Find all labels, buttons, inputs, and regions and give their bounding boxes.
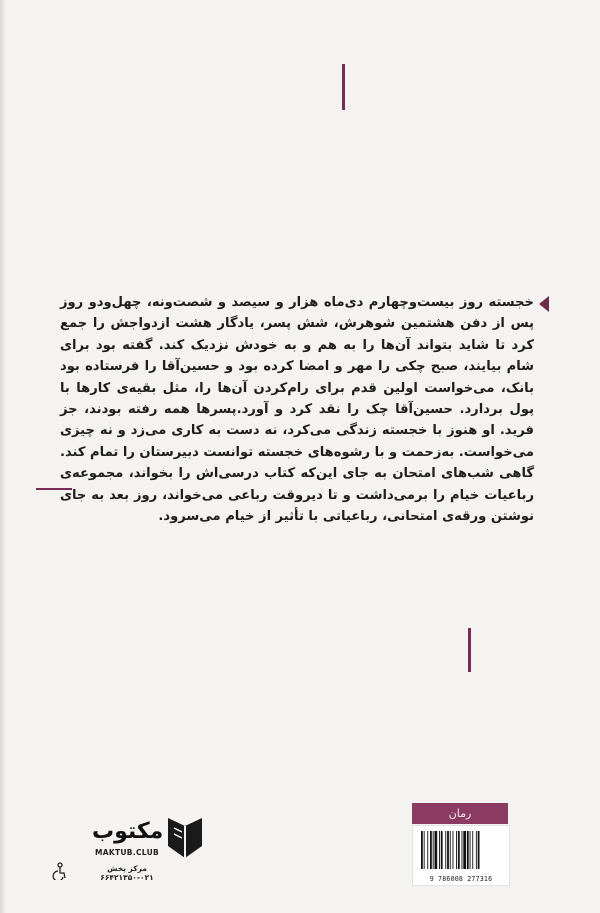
book-logo-icon xyxy=(166,816,204,860)
barcode-digits: 9 786008 277316 xyxy=(429,875,493,883)
accessibility-icon xyxy=(52,862,68,880)
top-accent-line xyxy=(342,64,345,110)
publisher-site: MAKTUB.CLUB xyxy=(95,848,159,857)
publisher-name: مکتوب xyxy=(92,819,164,844)
barcode xyxy=(412,825,510,886)
page-edge xyxy=(0,0,6,913)
barcode-bars xyxy=(419,831,503,871)
genre-badge: رمان xyxy=(412,803,508,824)
bottom-accent-line xyxy=(468,628,471,672)
blurb-marker-icon xyxy=(539,296,549,312)
back-cover-blurb: خجسته روز بیست‌وچهارم دی‌ماه هزار و سیصد و شصت‌ونه، چهل‌ودو روز پس از دفن هشتمین شوهرش، شش پسر، یادگار هشت ازدواجش را جمع کرد تا شاید بتواند آن‌ها را به هم و به خودش نزدیک کند. گفته بود برای شام بیایند، صبح چکی را مهر و امضا کرده بود و حسین‌آقا را فرستاده بود بانک، می‌خواست اولین قدم برای رام‌کردن آن‌ها را، مثل بقیه‌ی کارها با پول بردارد. حسین‌آقا چک را نقد کرد و آورد.پسرها همه رفته بودند، جز فرید. او هنوز با خجسته زندگی می‌کرد، نه دست به کاری می‌زد و نه چیزی می‌خواست. به‌زحمت و با رشوه‌های خجسته توانست دبیرستان را تمام کند. گاهی شب‌های امتحان به جای این‌که کتاب درسی‌اش را بخواند، مجموعه‌ی رباعیات خیام را برمی‌داشت و تا دیروقت رباعی می‌خواند، روز بعد به جای نوشتن ورقه‌ی امتحانی، رباعیاتی با تأثیر از خیام می‌سرود. xyxy=(60,295,534,525)
distribution-phone: مرکز پخش ۰۲۱-۶۶۴۲۱۳۵۰ xyxy=(100,864,154,882)
